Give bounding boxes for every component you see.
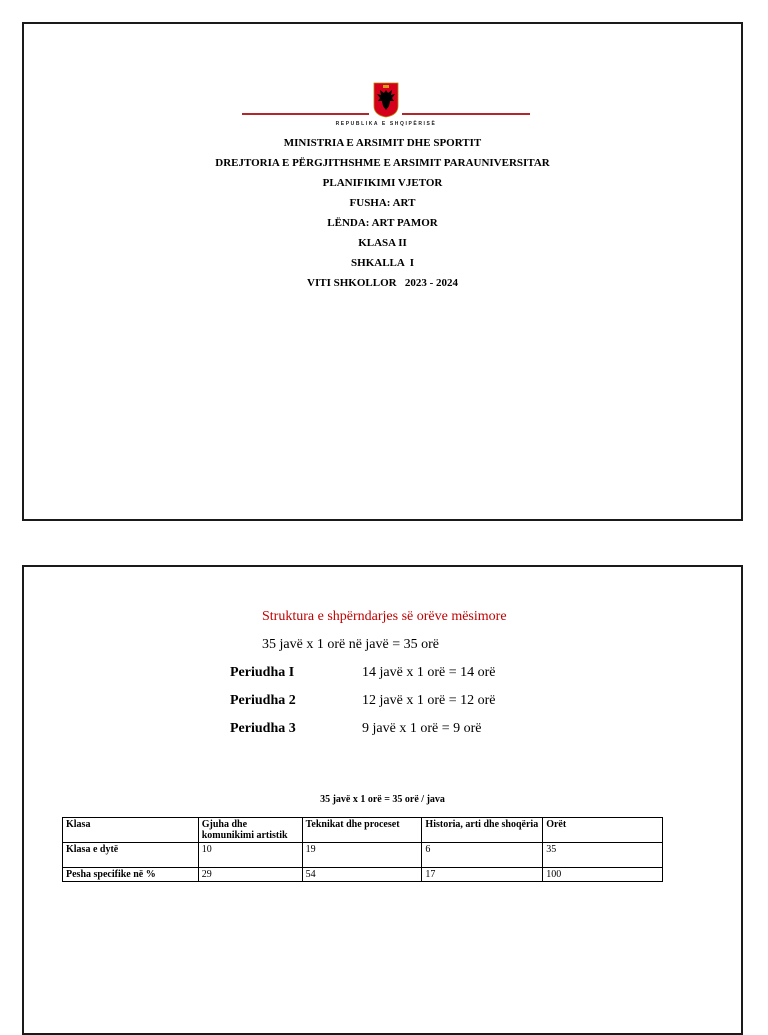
table-cell: 17	[422, 868, 543, 882]
cover-title-block	[24, 136, 741, 296]
table-cell: 29	[198, 868, 302, 882]
structure-page	[22, 565, 743, 1035]
table-header-cell: Klasa	[63, 818, 199, 843]
table-header-cell: Historia, arti dhe shoqëria	[422, 818, 543, 843]
school-year-line: VITI SHKOLLOR 2023 - 2024	[307, 277, 458, 289]
table-cell: 6	[422, 843, 543, 868]
table-row	[63, 843, 663, 868]
directorate-line: DREJTORIA E PËRGJITHSHME E ARSIMIT PARAUNIVERSITAR	[215, 157, 550, 169]
ministry-line: MINISTRIA E ARSIMIT DHE SPORTIT	[283, 137, 482, 149]
albanian-eagle-emblem-icon	[373, 82, 399, 118]
table-cell: 19	[302, 843, 422, 868]
hours-distribution-table	[62, 817, 663, 882]
table-cell: 35	[543, 843, 663, 868]
period-row	[230, 665, 495, 681]
table-caption: 35 javë x 1 orë = 35 orë / java	[320, 794, 445, 805]
period-name: Periudha I	[230, 665, 295, 680]
table-header-cell: Teknikat dhe proceset	[302, 818, 422, 843]
table-header-cell: Orët	[543, 818, 663, 843]
table-cell: 100	[543, 868, 663, 882]
period-value: 9 javë x 1 orë = 9 orë	[362, 721, 482, 736]
class-line: KLASA II	[358, 237, 407, 249]
period-row	[230, 721, 481, 737]
table-cell: 54	[302, 868, 422, 882]
subject-line: LËNDA: ART PAMOR	[327, 217, 438, 229]
header-rule-left	[242, 113, 369, 115]
period-row	[230, 693, 495, 709]
period-name: Periudha 2	[230, 693, 296, 708]
table-header-cell: Gjuha dhe komunikimi artistik	[198, 818, 302, 843]
header-rule-right	[402, 113, 530, 115]
total-hours-line: 35 javë x 1 orë në javë = 35 orë	[262, 637, 439, 652]
plan-title: PLANIFIKIMI VJETOR	[322, 177, 443, 189]
period-value: 14 javë x 1 orë = 14 orë	[362, 665, 496, 680]
table-cell: 10	[198, 843, 302, 868]
structure-title: Struktura e shpërndarjes së orëve mësimore	[262, 609, 507, 624]
emblem-caption: REPUBLIKA E SHQIPËRISË	[335, 121, 437, 127]
table-row-header: Klasa e dytë	[63, 843, 199, 868]
table-row	[63, 868, 663, 882]
level-line: SHKALLA I	[351, 257, 414, 269]
cover-page	[22, 22, 743, 521]
table-row-header: Pesha specifike në %	[63, 868, 199, 882]
period-name: Periudha 3	[230, 721, 296, 736]
emblem-header	[242, 82, 530, 132]
period-value: 12 javë x 1 orë = 12 orë	[362, 693, 496, 708]
table-header-row	[63, 818, 663, 843]
field-line: FUSHA: ART	[349, 197, 416, 209]
